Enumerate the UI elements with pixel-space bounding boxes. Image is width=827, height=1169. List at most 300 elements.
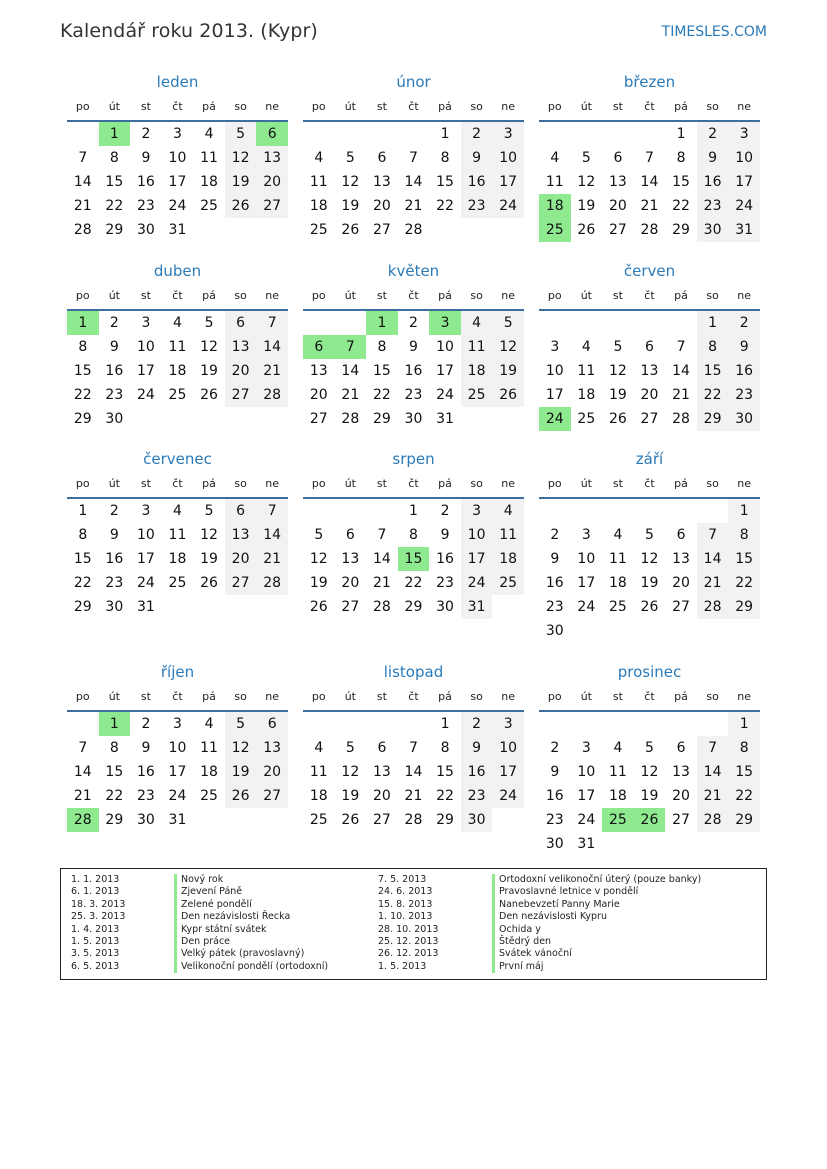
day-cell: 26 <box>309 599 328 615</box>
weekend-day-cell: 18 <box>461 359 493 383</box>
weekday-label: ne <box>501 689 516 703</box>
empty-cell <box>602 122 634 146</box>
day-cell: 19 <box>309 575 328 591</box>
day-grid <box>303 311 524 431</box>
month-block <box>303 662 524 832</box>
day-cell: 25 <box>577 411 596 427</box>
legend-date: 1. 4. 2013 <box>71 923 120 935</box>
day-cell: 23 <box>404 387 423 403</box>
day-cell: 21 <box>404 198 423 214</box>
weekday-label: st <box>140 99 151 113</box>
day-cell: 20 <box>341 575 360 591</box>
day-cell: 28 <box>73 222 92 238</box>
weekday-label: čt <box>644 476 655 490</box>
day-cell: 8 <box>676 150 686 166</box>
day-cell: 13 <box>672 764 690 780</box>
legend-date: 25. 3. 2013 <box>71 911 126 923</box>
day-cell: 2 <box>109 503 119 519</box>
day-cell: 31 <box>168 222 187 238</box>
holiday-day-cell: 1 <box>99 712 131 736</box>
day-cell: 2 <box>409 315 418 331</box>
weekend-day-cell: 31 <box>728 218 760 242</box>
weekday-label: so <box>234 288 247 302</box>
weekend-day-cell: 10 <box>492 736 524 760</box>
day-cell: 23 <box>136 788 155 804</box>
day-cell: 5 <box>204 315 214 331</box>
legend-holiday-name: Ochida y <box>492 924 701 936</box>
empty-cell <box>539 712 571 736</box>
holiday-day-cell: 1 <box>366 311 398 335</box>
weekday-label: po <box>547 476 562 490</box>
day-cell: 16 <box>105 363 124 379</box>
weekday-header <box>303 281 524 311</box>
day-grid <box>67 712 288 832</box>
weekend-day-cell: 3 <box>492 122 524 146</box>
weekday-header <box>539 92 760 122</box>
day-cell: 8 <box>78 527 88 543</box>
day-cell: 27 <box>608 222 627 238</box>
day-cell: 2 <box>141 716 151 732</box>
legend-date: 26. 12. 2013 <box>378 948 439 960</box>
weekend-day-cell: 27 <box>256 194 288 218</box>
weekday-header <box>303 92 524 122</box>
day-cell: 30 <box>404 411 423 427</box>
weekday-label: so <box>706 99 719 113</box>
weekend-day-cell: 20 <box>225 547 257 571</box>
day-cell: 27 <box>672 599 690 615</box>
weekend-day-cell: 22 <box>697 383 729 407</box>
weekday-header <box>67 469 288 499</box>
weekend-day-cell: 9 <box>728 335 760 359</box>
legend-date: 28. 10. 2013 <box>378 923 439 935</box>
day-cell: 25 <box>200 198 218 214</box>
day-cell: 15 <box>73 363 92 379</box>
empty-cell <box>539 311 571 335</box>
month-block <box>539 261 760 431</box>
day-cell: 2 <box>440 503 450 519</box>
day-cell: 17 <box>168 174 187 190</box>
month-block <box>539 449 760 643</box>
weekend-day-cell: 2 <box>697 122 729 146</box>
weekend-day-cell: 3 <box>492 712 524 736</box>
weekday-label: pá <box>674 476 688 490</box>
month-block <box>67 449 288 619</box>
weekend-day-cell: 25 <box>461 383 493 407</box>
weekday-label: st <box>376 288 387 302</box>
day-cell: 18 <box>309 198 328 214</box>
day-cell: 31 <box>168 812 187 828</box>
day-grid <box>539 712 760 856</box>
weekend-day-cell: 25 <box>492 571 524 595</box>
day-cell: 7 <box>645 150 654 166</box>
empty-cell <box>366 499 398 523</box>
day-cell: 25 <box>200 788 218 804</box>
day-cell: 4 <box>581 339 591 355</box>
holiday-day-cell: 7 <box>335 335 367 359</box>
legend-holiday-name: Den práce <box>174 936 328 948</box>
weekend-day-cell: 1 <box>728 712 760 736</box>
day-cell: 13 <box>309 363 328 379</box>
day-cell: 23 <box>136 198 155 214</box>
day-cell: 4 <box>173 503 182 519</box>
day-grid <box>539 122 760 242</box>
day-cell: 2 <box>141 126 151 142</box>
day-cell: 13 <box>672 551 690 567</box>
day-cell: 28 <box>404 812 423 828</box>
day-cell: 25 <box>168 387 187 403</box>
weekday-label: so <box>234 689 247 703</box>
weekend-day-cell: 24 <box>728 194 760 218</box>
legend-holiday-name: Den nezávislosti Řecka <box>174 911 328 923</box>
weekday-header <box>67 281 288 311</box>
day-grid <box>67 122 288 242</box>
empty-cell <box>303 712 335 736</box>
weekend-day-cell: 17 <box>492 760 524 784</box>
day-cell: 13 <box>608 174 627 190</box>
weekday-header <box>539 682 760 712</box>
weekday-label: st <box>376 476 387 490</box>
weekday-label: po <box>311 689 326 703</box>
day-cell: 23 <box>105 387 124 403</box>
empty-cell <box>665 499 697 523</box>
weekend-day-cell: 23 <box>728 383 760 407</box>
weekend-day-cell: 19 <box>492 359 524 383</box>
weekday-label: út <box>108 288 120 302</box>
weekend-day-cell: 10 <box>461 523 493 547</box>
legend-date: 6. 1. 2013 <box>71 886 120 898</box>
weekend-day-cell: 17 <box>728 170 760 194</box>
day-cell: 4 <box>173 315 182 331</box>
day-cell: 19 <box>200 363 218 379</box>
holiday-day-cell: 1 <box>99 122 131 146</box>
weekend-day-cell: 19 <box>225 760 257 784</box>
day-cell: 10 <box>136 527 155 543</box>
month-block <box>67 261 288 431</box>
day-cell: 7 <box>409 150 418 166</box>
weekday-label: so <box>470 476 483 490</box>
day-cell: 11 <box>309 764 328 780</box>
day-cell: 14 <box>341 363 360 379</box>
weekend-day-cell: 21 <box>697 571 729 595</box>
legend-date: 1. 1. 2013 <box>71 874 120 885</box>
empty-cell <box>335 311 367 335</box>
day-cell: 25 <box>608 599 627 615</box>
day-cell: 14 <box>640 174 659 190</box>
day-grid <box>303 499 524 619</box>
weekend-day-cell: 28 <box>256 383 288 407</box>
empty-cell <box>697 712 729 736</box>
weekend-day-cell: 6 <box>256 712 288 736</box>
month-block <box>303 261 524 431</box>
day-cell: 31 <box>136 599 155 615</box>
weekend-day-cell: 21 <box>256 547 288 571</box>
month-name: prosinec <box>617 663 682 681</box>
month-block <box>67 662 288 832</box>
day-grid <box>539 311 760 431</box>
weekday-label: st <box>612 689 623 703</box>
day-cell: 3 <box>141 503 151 519</box>
day-cell: 19 <box>577 198 596 214</box>
day-cell: 11 <box>608 551 627 567</box>
day-cell: 10 <box>168 740 187 756</box>
legend-date: 1. 10. 2013 <box>378 911 433 923</box>
site-link[interactable]: TIMESLES.COM <box>661 24 767 40</box>
empty-cell <box>634 712 666 736</box>
weekend-day-cell: 15 <box>697 359 729 383</box>
holiday-day-cell: 1 <box>67 311 99 335</box>
day-cell: 17 <box>577 788 596 804</box>
day-cell: 7 <box>676 339 686 355</box>
day-cell: 15 <box>105 764 124 780</box>
day-cell: 4 <box>314 740 324 756</box>
weekend-day-cell: 18 <box>492 547 524 571</box>
weekend-day-cell: 14 <box>256 335 288 359</box>
weekday-label: so <box>470 288 483 302</box>
day-cell: 4 <box>314 150 324 166</box>
empty-cell <box>67 122 99 146</box>
day-cell: 5 <box>645 740 654 756</box>
weekend-day-cell: 23 <box>461 784 493 808</box>
day-cell: 7 <box>409 740 418 756</box>
day-cell: 12 <box>640 764 659 780</box>
legend-holiday-name: Svátek vánoční <box>492 948 701 960</box>
weekend-day-cell: 23 <box>461 194 493 218</box>
day-cell: 20 <box>608 198 627 214</box>
holiday-legend <box>60 868 767 980</box>
day-cell: 12 <box>309 551 328 567</box>
empty-cell <box>602 712 634 736</box>
weekday-label: st <box>140 476 151 490</box>
weekend-day-cell: 30 <box>461 808 493 832</box>
weekday-label: čt <box>644 689 655 703</box>
day-cell: 29 <box>73 599 92 615</box>
day-cell: 28 <box>404 222 423 238</box>
day-cell: 30 <box>545 623 564 639</box>
day-cell: 20 <box>309 387 328 403</box>
weekend-day-cell: 12 <box>492 335 524 359</box>
weekend-day-cell: 5 <box>492 311 524 335</box>
weekend-day-cell: 7 <box>697 736 729 760</box>
weekday-label: čt <box>172 476 183 490</box>
weekend-day-cell: 1 <box>697 311 729 335</box>
day-cell: 26 <box>341 812 360 828</box>
day-cell: 18 <box>168 363 187 379</box>
day-cell: 25 <box>309 812 328 828</box>
weekend-day-cell: 23 <box>697 194 729 218</box>
day-cell: 26 <box>200 575 218 591</box>
day-cell: 20 <box>672 788 690 804</box>
holiday-day-cell: 28 <box>67 808 99 832</box>
weekend-day-cell: 9 <box>697 146 729 170</box>
weekday-label: pá <box>202 689 216 703</box>
weekday-header <box>539 469 760 499</box>
weekday-label: po <box>311 288 326 302</box>
day-cell: 10 <box>136 339 155 355</box>
weekday-label: ne <box>265 288 280 302</box>
weekday-label: čt <box>408 99 419 113</box>
day-cell: 10 <box>577 551 596 567</box>
weekday-label: ne <box>737 476 752 490</box>
weekend-day-cell: 27 <box>225 571 257 595</box>
day-cell: 28 <box>341 411 360 427</box>
day-cell: 1 <box>440 126 450 142</box>
day-grid <box>303 712 524 832</box>
empty-cell <box>539 122 571 146</box>
day-grid <box>539 499 760 643</box>
day-grid <box>67 499 288 619</box>
weekday-label: út <box>344 689 356 703</box>
day-cell: 26 <box>577 222 596 238</box>
legend-holiday-name: Zjevení Páně <box>174 886 328 898</box>
weekend-day-cell: 14 <box>256 523 288 547</box>
day-cell: 17 <box>168 764 187 780</box>
day-cell: 24 <box>168 788 187 804</box>
empty-cell <box>335 499 367 523</box>
day-cell: 15 <box>105 174 124 190</box>
weekend-day-cell: 7 <box>256 311 288 335</box>
day-cell: 27 <box>341 599 360 615</box>
day-cell: 23 <box>545 812 564 828</box>
day-cell: 6 <box>345 527 355 543</box>
day-cell: 2 <box>109 315 119 331</box>
weekday-label: so <box>470 99 483 113</box>
weekday-label: pá <box>674 689 688 703</box>
day-cell: 11 <box>200 150 218 166</box>
day-cell: 16 <box>436 551 454 567</box>
day-cell: 28 <box>672 411 690 427</box>
weekday-label: čt <box>172 288 183 302</box>
empty-cell <box>366 122 398 146</box>
legend-date: 7. 5. 2013 <box>378 874 427 885</box>
weekday-label: út <box>580 689 592 703</box>
day-cell: 22 <box>105 788 124 804</box>
weekday-header <box>303 469 524 499</box>
day-cell: 6 <box>645 339 654 355</box>
day-cell: 15 <box>73 551 92 567</box>
day-cell: 27 <box>640 411 659 427</box>
day-cell: 15 <box>672 174 690 190</box>
weekend-day-cell: 24 <box>461 571 493 595</box>
day-cell: 21 <box>404 788 423 804</box>
day-cell: 4 <box>204 126 214 142</box>
day-cell: 9 <box>440 527 450 543</box>
empty-cell <box>303 311 335 335</box>
holiday-day-cell: 6 <box>303 335 335 359</box>
day-cell: 3 <box>581 527 591 543</box>
legend-holiday-name: Nový rok <box>174 874 328 886</box>
weekend-day-cell: 10 <box>728 146 760 170</box>
day-cell: 9 <box>109 339 119 355</box>
legend-holiday-name: Velký pátek (pravoslavný) <box>174 948 328 960</box>
weekend-day-cell: 19 <box>225 170 257 194</box>
day-cell: 9 <box>550 764 560 780</box>
day-cell: 5 <box>204 503 214 519</box>
weekday-label: st <box>140 288 151 302</box>
day-cell: 26 <box>200 387 218 403</box>
weekend-day-cell: 20 <box>256 170 288 194</box>
holiday-day-cell: 24 <box>539 407 571 431</box>
weekday-label: st <box>612 288 623 302</box>
legend-date: 18. 3. 2013 <box>71 898 126 910</box>
day-cell: 19 <box>341 198 360 214</box>
weekday-label: pá <box>438 288 452 302</box>
day-cell: 7 <box>78 150 88 166</box>
day-cell: 26 <box>640 599 659 615</box>
weekend-day-cell: 24 <box>492 194 524 218</box>
day-cell: 22 <box>672 198 690 214</box>
day-cell: 2 <box>550 740 560 756</box>
weekend-day-cell: 11 <box>492 523 524 547</box>
weekend-day-cell: 16 <box>728 359 760 383</box>
day-cell: 9 <box>141 150 151 166</box>
weekend-day-cell: 8 <box>728 523 760 547</box>
day-cell: 5 <box>645 527 654 543</box>
weekday-label: čt <box>408 689 419 703</box>
weekend-day-cell: 13 <box>256 736 288 760</box>
weekend-day-cell: 28 <box>697 595 729 619</box>
month-name: září <box>635 450 664 468</box>
empty-cell <box>398 712 430 736</box>
weekend-day-cell: 28 <box>697 808 729 832</box>
day-cell: 9 <box>550 551 560 567</box>
weekday-label: po <box>547 99 562 113</box>
weekday-label: pá <box>202 99 216 113</box>
day-cell: 26 <box>608 411 627 427</box>
day-cell: 27 <box>372 222 391 238</box>
legend-holiday-name: Štědrý den <box>492 936 701 948</box>
empty-cell <box>634 311 666 335</box>
day-cell: 10 <box>168 150 187 166</box>
weekday-label: po <box>311 476 326 490</box>
day-cell: 1 <box>676 126 686 142</box>
weekend-day-cell: 12 <box>225 736 257 760</box>
weekend-day-cell: 13 <box>225 523 257 547</box>
weekend-day-cell: 16 <box>461 170 493 194</box>
weekday-label: čt <box>172 689 183 703</box>
day-cell: 14 <box>404 764 423 780</box>
weekday-label: út <box>580 288 592 302</box>
weekday-label: po <box>75 476 90 490</box>
empty-cell <box>571 311 603 335</box>
weekend-day-cell: 21 <box>256 359 288 383</box>
day-grid <box>67 311 288 431</box>
day-cell: 3 <box>550 339 560 355</box>
weekday-label: st <box>376 689 387 703</box>
weekday-label: po <box>547 689 562 703</box>
weekend-day-cell: 6 <box>225 311 257 335</box>
day-cell: 6 <box>613 150 623 166</box>
month-name: červen <box>623 262 676 280</box>
day-cell: 4 <box>613 740 623 756</box>
day-cell: 9 <box>409 339 418 355</box>
legend-names-left <box>174 874 328 973</box>
weekend-day-cell: 15 <box>728 547 760 571</box>
day-cell: 30 <box>105 411 124 427</box>
weekend-day-cell: 16 <box>697 170 729 194</box>
day-cell: 31 <box>577 836 596 852</box>
day-cell: 19 <box>341 788 360 804</box>
day-cell: 20 <box>372 198 391 214</box>
day-cell: 22 <box>372 387 391 403</box>
day-cell: 10 <box>545 363 564 379</box>
holiday-day-cell: 26 <box>634 808 666 832</box>
weekend-day-cell: 29 <box>697 407 729 431</box>
weekend-day-cell: 4 <box>461 311 493 335</box>
weekday-label: st <box>140 689 151 703</box>
holiday-day-cell: 6 <box>256 122 288 146</box>
empty-cell <box>539 499 571 523</box>
weekday-label: ne <box>501 288 516 302</box>
